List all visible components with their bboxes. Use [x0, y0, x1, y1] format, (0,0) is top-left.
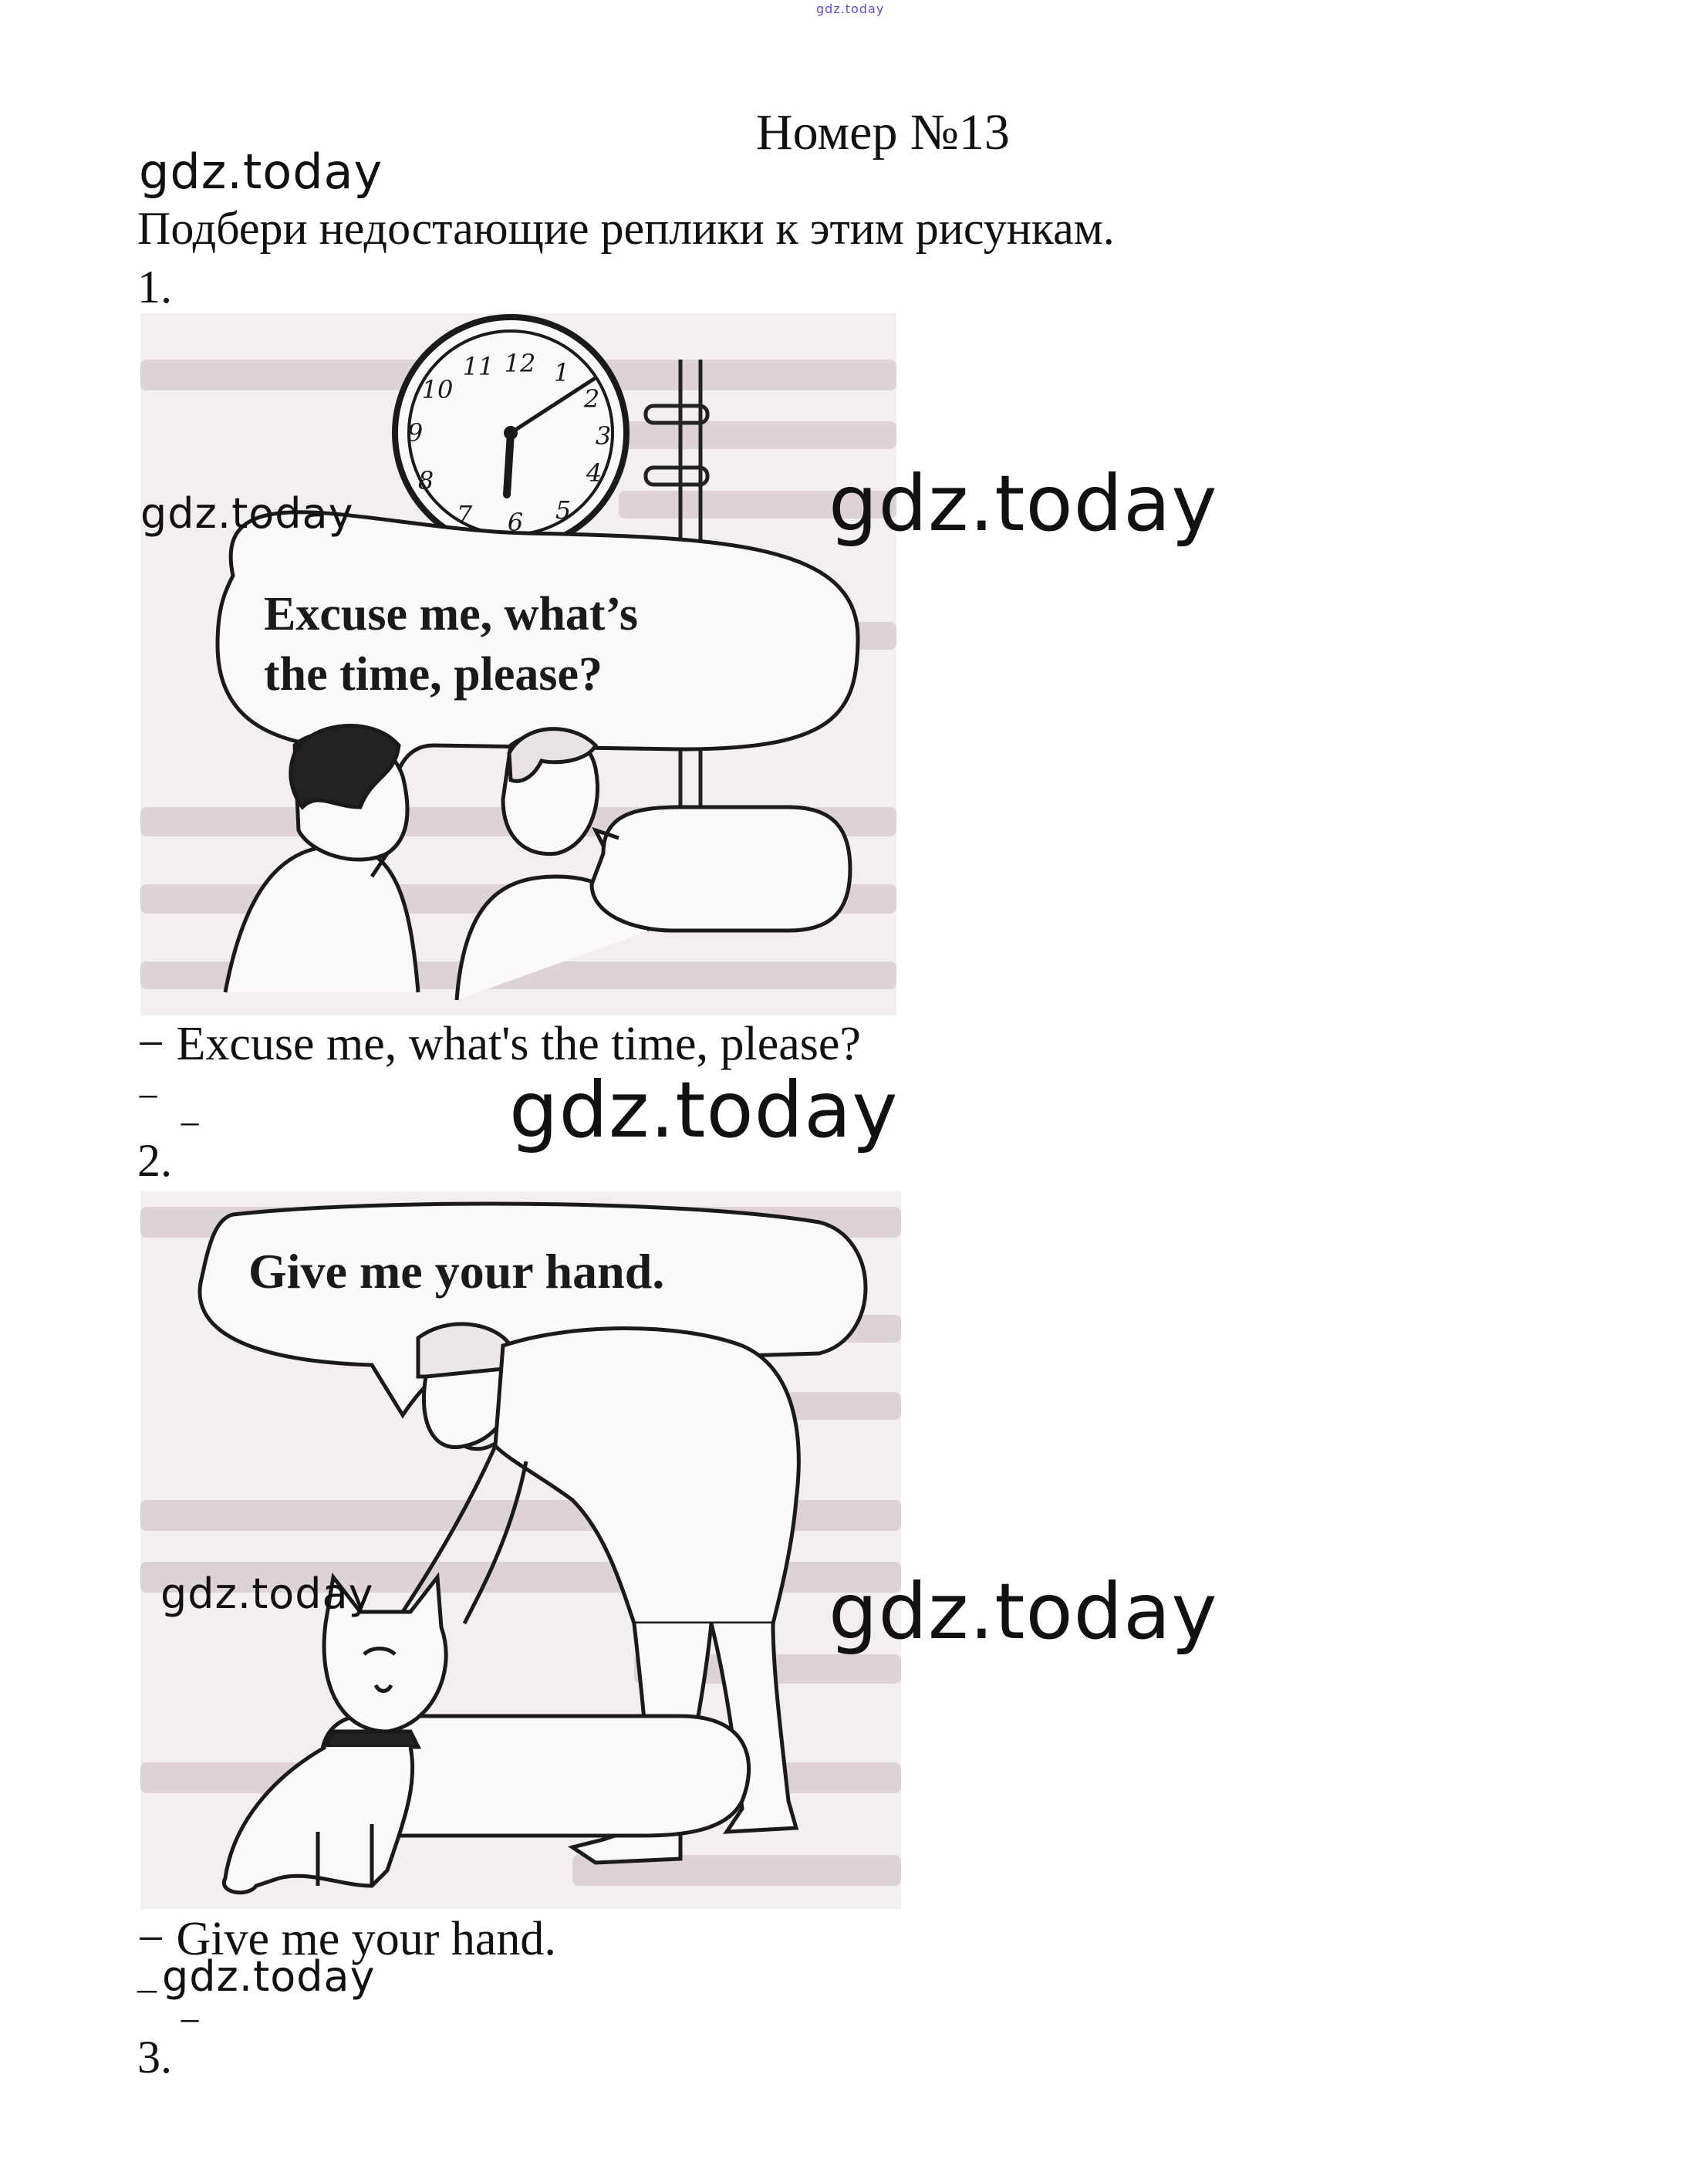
watermark-7: gdz.today: [162, 1952, 376, 2001]
watermark-top: gdz.today: [816, 2, 885, 16]
clock-number: 1: [553, 358, 570, 387]
item-2-number: 2.: [137, 1135, 172, 1186]
watermark-3: gdz.today: [829, 458, 1218, 549]
watermark-1: gdz.today: [139, 144, 383, 200]
bubble-1-line-2: the time, please?: [264, 648, 603, 701]
item-1-line-3: −: [179, 1103, 201, 1146]
clock-number: 9: [407, 418, 424, 448]
page-title: Номер №13: [756, 104, 1010, 160]
clock-number: 5: [555, 495, 572, 525]
clock-number: 12: [504, 349, 536, 378]
clock-number: 6: [507, 508, 524, 537]
dog-icon: [224, 1577, 446, 1893]
illustration-man-and-dog: [140, 1191, 901, 1909]
item-1-number: 1.: [137, 262, 172, 313]
clock-number: 10: [421, 375, 454, 404]
clock-number: 3: [595, 421, 612, 451]
clock-number: 7: [456, 500, 473, 529]
bubble-1-line-1: Excuse me, what’s: [264, 588, 639, 640]
item-2-line-2: _: [137, 1953, 157, 1996]
item-1-line-2: −: [137, 1075, 160, 1118]
clock-number: 4: [586, 458, 603, 488]
clock-number: 2: [583, 384, 600, 414]
watermark-4: gdz.today: [509, 1065, 899, 1155]
watermark-5: gdz.today: [160, 1569, 374, 1618]
clock-icon: [395, 317, 626, 549]
clock-number: 8: [417, 466, 434, 495]
bubble-2-line-1: Give me your hand.: [248, 1244, 665, 1299]
item-1-line-1: − Excuse me, what's the time, please?: [137, 1018, 861, 1070]
clock-number: 11: [462, 352, 495, 381]
task-instruction: Подбери недостающие реплики к этим рисункам.: [137, 203, 1115, 254]
watermark-2: gdz.today: [140, 489, 354, 538]
item-2-line-1: − Give me your hand.: [137, 1913, 556, 1965]
item-3-number: 3.: [137, 2032, 172, 2083]
item-2-line-3: −: [179, 1999, 201, 2042]
watermark-6: gdz.today: [829, 1566, 1218, 1657]
illustration-clock-dialogue: [140, 313, 896, 1015]
